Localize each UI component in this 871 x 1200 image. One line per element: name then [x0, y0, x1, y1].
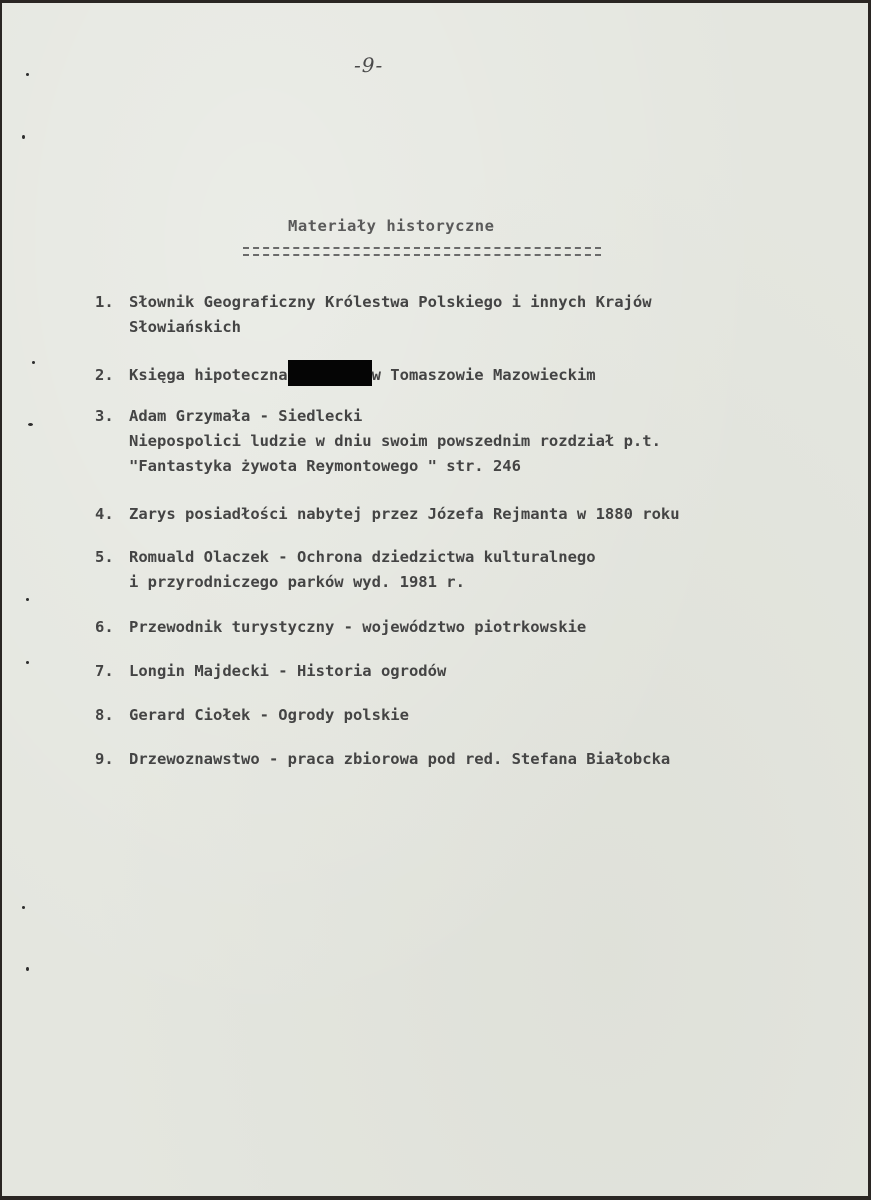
page-number: -9-	[354, 53, 384, 77]
item-text-line: Romuald Olaczek - Ochrona dziedzictwa kulturalnego	[129, 548, 596, 566]
item-number: 1.	[95, 293, 114, 311]
item-text-line: Zarys posiadłości nabytej przez Józefa Rejmanta w 1880 roku	[129, 505, 680, 523]
item-text-line: Przewodnik turystyczny - województwo piotrkowskie	[129, 618, 587, 636]
list-item	[95, 290, 652, 340]
list-item	[95, 659, 446, 684]
list-item	[95, 747, 670, 772]
list-item	[95, 703, 409, 728]
item-text-line: Słownik Geograficzny Królestwa Polskiego i innych Krajów	[129, 293, 652, 311]
item-text-line: Adam Grzymała - Siedlecki	[129, 407, 363, 425]
redaction-bar	[288, 360, 372, 386]
paper-speck	[22, 906, 25, 909]
paper-speck	[32, 361, 35, 364]
item-text-line: Niepospolici ludzie w dniu swoim powszednim rozdział p.t.	[129, 432, 661, 450]
item-number: 5.	[95, 548, 114, 566]
paper-speck	[26, 598, 29, 601]
paper-speck	[22, 135, 25, 139]
item-text-line: Słowiańskich	[129, 318, 241, 336]
list-item	[95, 360, 596, 388]
list-item	[95, 545, 596, 595]
item-number: 6.	[95, 618, 114, 636]
paper-speck	[26, 967, 29, 971]
list-item	[95, 404, 661, 479]
list-item	[95, 502, 680, 527]
item-text-line: i przyrodniczego parków wyd. 1981 r.	[129, 573, 465, 591]
item-text-line: Longin Majdecki - Historia ogrodów	[129, 662, 447, 680]
item-number: 4.	[95, 505, 114, 523]
item-number: 2.	[95, 366, 114, 384]
item-text-before: Księga hipoteczna	[129, 366, 288, 384]
item-number: 9.	[95, 750, 114, 768]
item-text-line: Drzewoznawstwo - praca zbiorowa pod red. Stefana Białobcka	[129, 750, 671, 768]
paper-speck	[28, 423, 33, 426]
item-number: 8.	[95, 706, 114, 724]
document-page	[2, 3, 868, 1196]
paper-speck	[26, 73, 29, 76]
item-number: 3.	[95, 407, 114, 425]
title-underline	[243, 247, 601, 256]
item-text-line: Gerard Ciołek - Ogrody polskie	[129, 706, 409, 724]
paper-speck	[26, 661, 29, 664]
item-text-line: "Fantastyka żywota Reymontowego " str. 246	[129, 457, 521, 475]
document-title: Materiały historyczne	[288, 217, 495, 235]
item-number: 7.	[95, 662, 114, 680]
item-text-after: w Tomaszowie Mazowieckim	[371, 366, 596, 384]
list-item	[95, 615, 586, 640]
